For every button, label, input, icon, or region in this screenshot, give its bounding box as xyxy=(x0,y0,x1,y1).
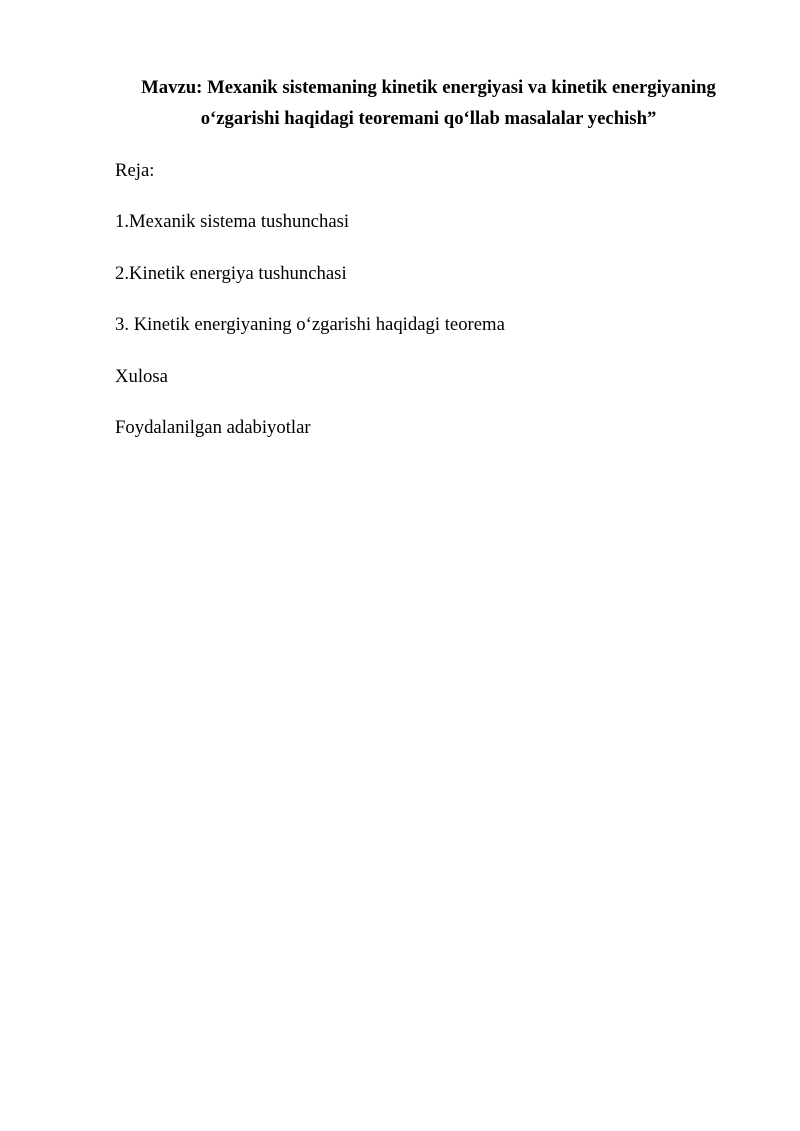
plan-item-2: 2.Kinetik energiya tushunchasi xyxy=(115,263,347,284)
title-line-2: o‘zgarishi haqidagi teoremani qo‘llab masalalar yechish” xyxy=(200,108,657,129)
plan-item-3: 3. Kinetik energiyaning o‘zgarishi haqidagi teorema xyxy=(115,314,505,335)
plan-heading: Reja: xyxy=(115,160,155,181)
plan-item-conclusion: Xulosa xyxy=(115,366,168,387)
plan-item-1: 1.Mexanik sistema tushunchasi xyxy=(115,211,350,232)
page-title xyxy=(115,72,742,134)
title-line-1: Mavzu: Mexanik sistemaning kinetik energiyasi va kinetik energiyaning xyxy=(141,77,716,98)
plan-item-references: Foydalanilgan adabiyotlar xyxy=(115,417,311,438)
